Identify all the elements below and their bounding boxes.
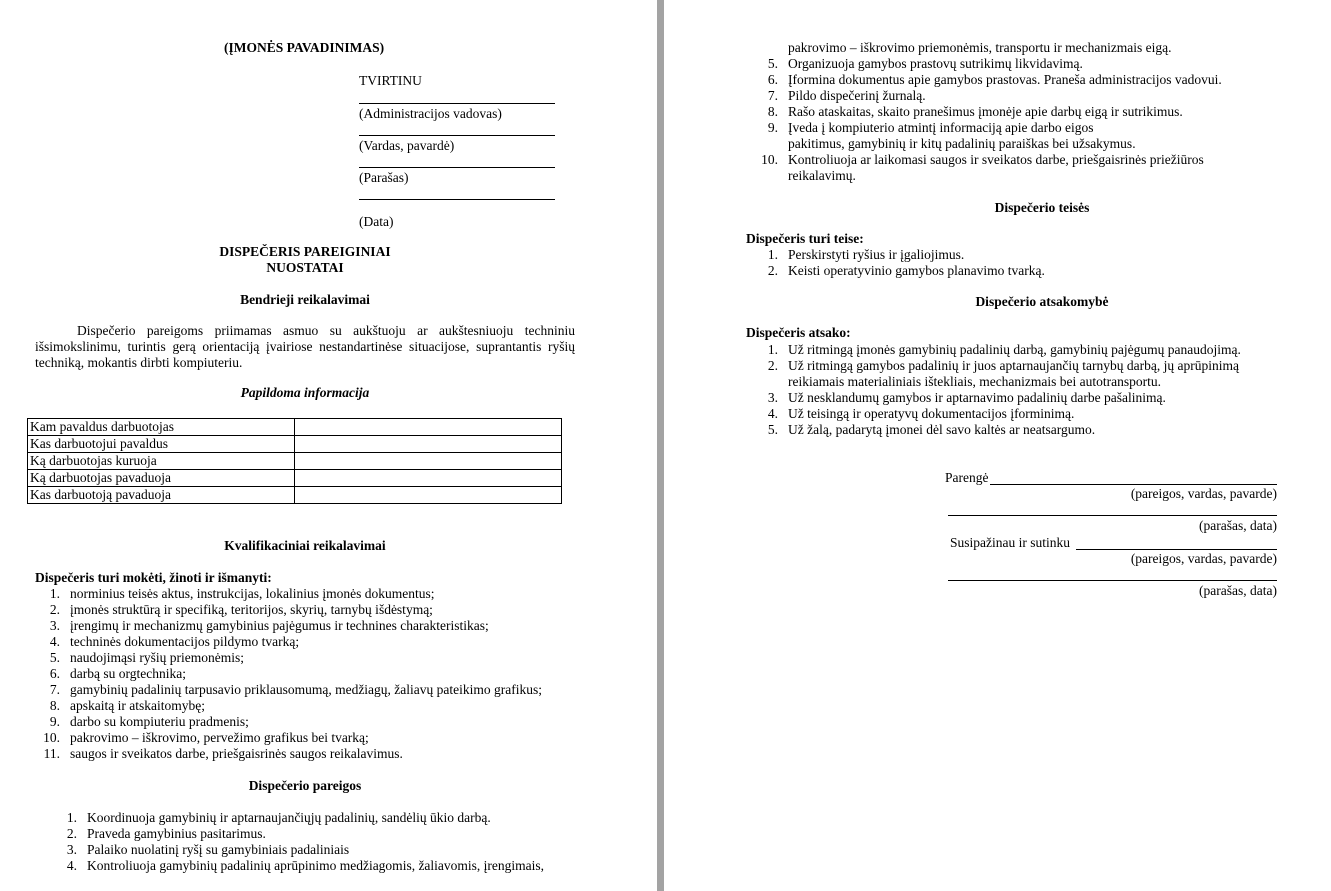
extra-info-heading: Papildoma informacija [240, 385, 370, 400]
acknowledged-label: Susipažinau ir sutinku [950, 535, 1070, 550]
approve-signature-line [359, 103, 555, 104]
qualification-heading: Kvalifikaciniai reikalavimai [224, 538, 386, 553]
table-cell-value [295, 419, 562, 436]
name-line [359, 135, 555, 136]
table-cell-label: Kas darbuotojui pavaldus [28, 436, 295, 453]
rights-lead: Dispečeris turi teise: [746, 231, 864, 246]
acknowledged-sub-label: (pareigos, vardas, pavarde) [1130, 551, 1277, 566]
table-row [28, 487, 562, 504]
date-label: (Data) [359, 214, 394, 229]
responsibility-lead: Dispečeris atsako: [746, 325, 851, 340]
table-cell-label: Kam pavaldus darbuotojas [28, 419, 295, 436]
approve-label: TVIRTINU [359, 73, 422, 88]
table-cell-label: Kas darbuotoją pavaduoja [28, 487, 295, 504]
date-line [359, 199, 555, 200]
table-cell-value [295, 453, 562, 470]
prepared-sub-label: (pareigos, vardas, pavarde) [1130, 486, 1277, 501]
company-name: (ĮMONĖS PAVADINIMAS) [224, 40, 385, 55]
document-page-left: (ĮMONĖS PAVADINIMAS) TVIRTINU (Administracijos vadovas) (Vardas, pavardė) (Parašas) (Data) DISPEČERIS PAREIGINIAI NUOSTATAI Bendrieji reikalavimai Dispečerio pareigoms priimamas asmuo su aukštuoju ar aukštesniuoju techniniu išsimokslinimu, turintis gerą orientaciją įvairiose nestandartinėse situacijose, suprantantis ryšių techniką, mokantis dirbti kompiuteriu. Papildoma informacija Kam pavaldus darbuotojas Kas darbuotojui pavaldus Ką darbuotojas kuruoja Ką darbuotojas pavaduoja Kas darbuotoją pavaduoja Kvalifikaciniai reikalavimai Dispečeris turi mokėti, žinoti ir išmanyti: 1. norminius teisės aktus, instrukcijas, lokalinius įmonės dokumentus; 2. įmonės struktūrą ir specifiką, teritorijos, skyrių, tarnybų išdėstymą; 3. įrengimų ir mechanizmų gamybinius pajėgumus ir technines charakteristikas; 4. techninės dokumentacijos pildymo tvarką; 5. naudojimąsi ryšių priemonėmis; 6. darbą su orgtechnika; 7. gamybinių padalinių tarpusavio priklausomumą, medžiagų, žaliavų pateikimo grafikus; 8. apskaitą ir atskaitomybę; 9. darbo su kompiuteriu pradmenis; 10. pakrovimo – iškrovimo, pervežimo grafikus bei tvarką; 11. saugos ir sveikatos darbe, priešgaisrinės saugos reikalavimus. Dispečerio pareigos 1. Koordinuoja gamybinių ir aptarnaujančiųjų padalinių, sandėlių ūkio darbą. 2. Praveda gamybinius pasitarimus. 3. Palaiko nuolatinį ryšį su gamybiniais padaliniais 4. Kontroliuoja gamybinių padalinių aprūpinimo medžiagomis, žaliavomis, įrengimais, [0, 0, 657, 891]
doc-title-line-2: NUOSTATAI [266, 260, 344, 275]
responsibility-heading: Dispečerio atsakomybė [975, 294, 1109, 309]
list-item-continuation: reikalavimų. [788, 168, 856, 183]
signature-line [359, 167, 555, 168]
prepared-sign-date-label: (parašas, data) [1199, 518, 1277, 533]
general-requirements-text: Dispečerio pareigoms priimamas asmuo su aukštuoju ar aukštesniuoju techniniu išsimokslinimu, turintis gerą orientaciją įvairiose nestandartinėse situacijose, suprantantis ryšių techniką, mokantis dirbti kompiuteriu. [35, 323, 575, 370]
table-cell-label: Ką darbuotojas kuruoja [28, 453, 295, 470]
prepared-line [990, 484, 1277, 485]
page-separator [657, 0, 664, 891]
extra-info-table [27, 418, 562, 504]
list-item-continuation: pakitimus, gamybinių ir kitų padalinių paraiškas bei užsakymus. [788, 136, 1136, 151]
table-row [28, 419, 562, 436]
duty-4-continuation: pakrovimo – iškrovimo priemonėmis, transportu ir mechanizmais eigą. [788, 40, 1172, 55]
qualification-lead: Dispečeris turi mokėti, žinoti ir išmanyti: [35, 570, 272, 585]
acknowledged-signature-line [948, 580, 1277, 581]
acknowledged-sign-date-label: (parašas, data) [1199, 583, 1277, 598]
table-cell-value [295, 470, 562, 487]
admin-head-label: (Administracijos vadovas) [359, 106, 502, 121]
general-requirements-heading: Bendrieji reikalavimai [240, 292, 370, 307]
document-page-right: pakrovimo – iškrovimo priemonėmis, transportu ir mechanizmais eigą. 5. Organizuoja gamybos prastovų sutrikimų likvidavimą. 6. Įformina dokumentus apie gamybos prastovas. Praneša administracijos vadovui. 7. Pildo dispečerinį žurnalą. 8. Rašo ataskaitas, skaito pranešimus įmonėje apie darbų eigą ir sutrikimus. 9. Įveda į kompiuterio atmintį informaciją apie darbo eigos pakitimus, gamybinių ir kitų padalinių paraiškas bei užsakymus. 10. Kontroliuoja ar laikomasi saugos ir sveikatos darbe, priešgaisrinės priežiūros reikalavimų. Dispečerio teisės Dispečeris turi teise: 1. Perskirstyti ryšius ir įgaliojimus. 2. Keisti operatyvinio gamybos planavimo tvarką. Dispečerio atsakomybė Dispečeris atsako: 1. Už ritmingą įmonės gamybinių padalinių darbą, gamybinių pajėgumų panaudojimą. 2. Už ritmingą gamybos padalinių ir juos aptarnaujančių tarnybų darbą, jų aprūpinimą reikiamais materialiniais ištekliais, mechanizmais bei autotransportu. 3. Už nesklandumų gamybos ir aptarnavimo padalinių darbe pašalinimą. 4. Už teisingą ir operatyvų dokumentacijos įforminimą. 5. Už žalą, padarytą įmonei dėl savo kaltės ar neatsargumo. Parengė (pareigos, vardas, pavarde) (parašas, data) Susipažinau ir sutinku (pareigos, vardas, pavarde) (parašas, data) [664, 0, 1331, 891]
signature-label: (Parašas) [359, 170, 409, 185]
rights-heading: Dispečerio teisės [994, 200, 1090, 215]
duties-heading: Dispečerio pareigos [248, 778, 362, 793]
table-row [28, 470, 562, 487]
name-surname-label: (Vardas, pavardė) [359, 138, 455, 153]
table-row [28, 453, 562, 470]
acknowledged-line [1076, 549, 1277, 550]
list-item-continuation: reikiamais materialiniais ištekliais, mechanizmais bei autotransportu. [788, 374, 1162, 389]
table-row [28, 436, 562, 453]
prepared-signature-line [948, 515, 1277, 516]
prepared-label: Parengė [945, 470, 989, 485]
table-cell-label: Ką darbuotojas pavaduoja [28, 470, 295, 487]
table-cell-value [295, 487, 562, 504]
table-cell-value [295, 436, 562, 453]
doc-title-line-1: DISPEČERIS PAREIGINIAI [219, 244, 391, 259]
